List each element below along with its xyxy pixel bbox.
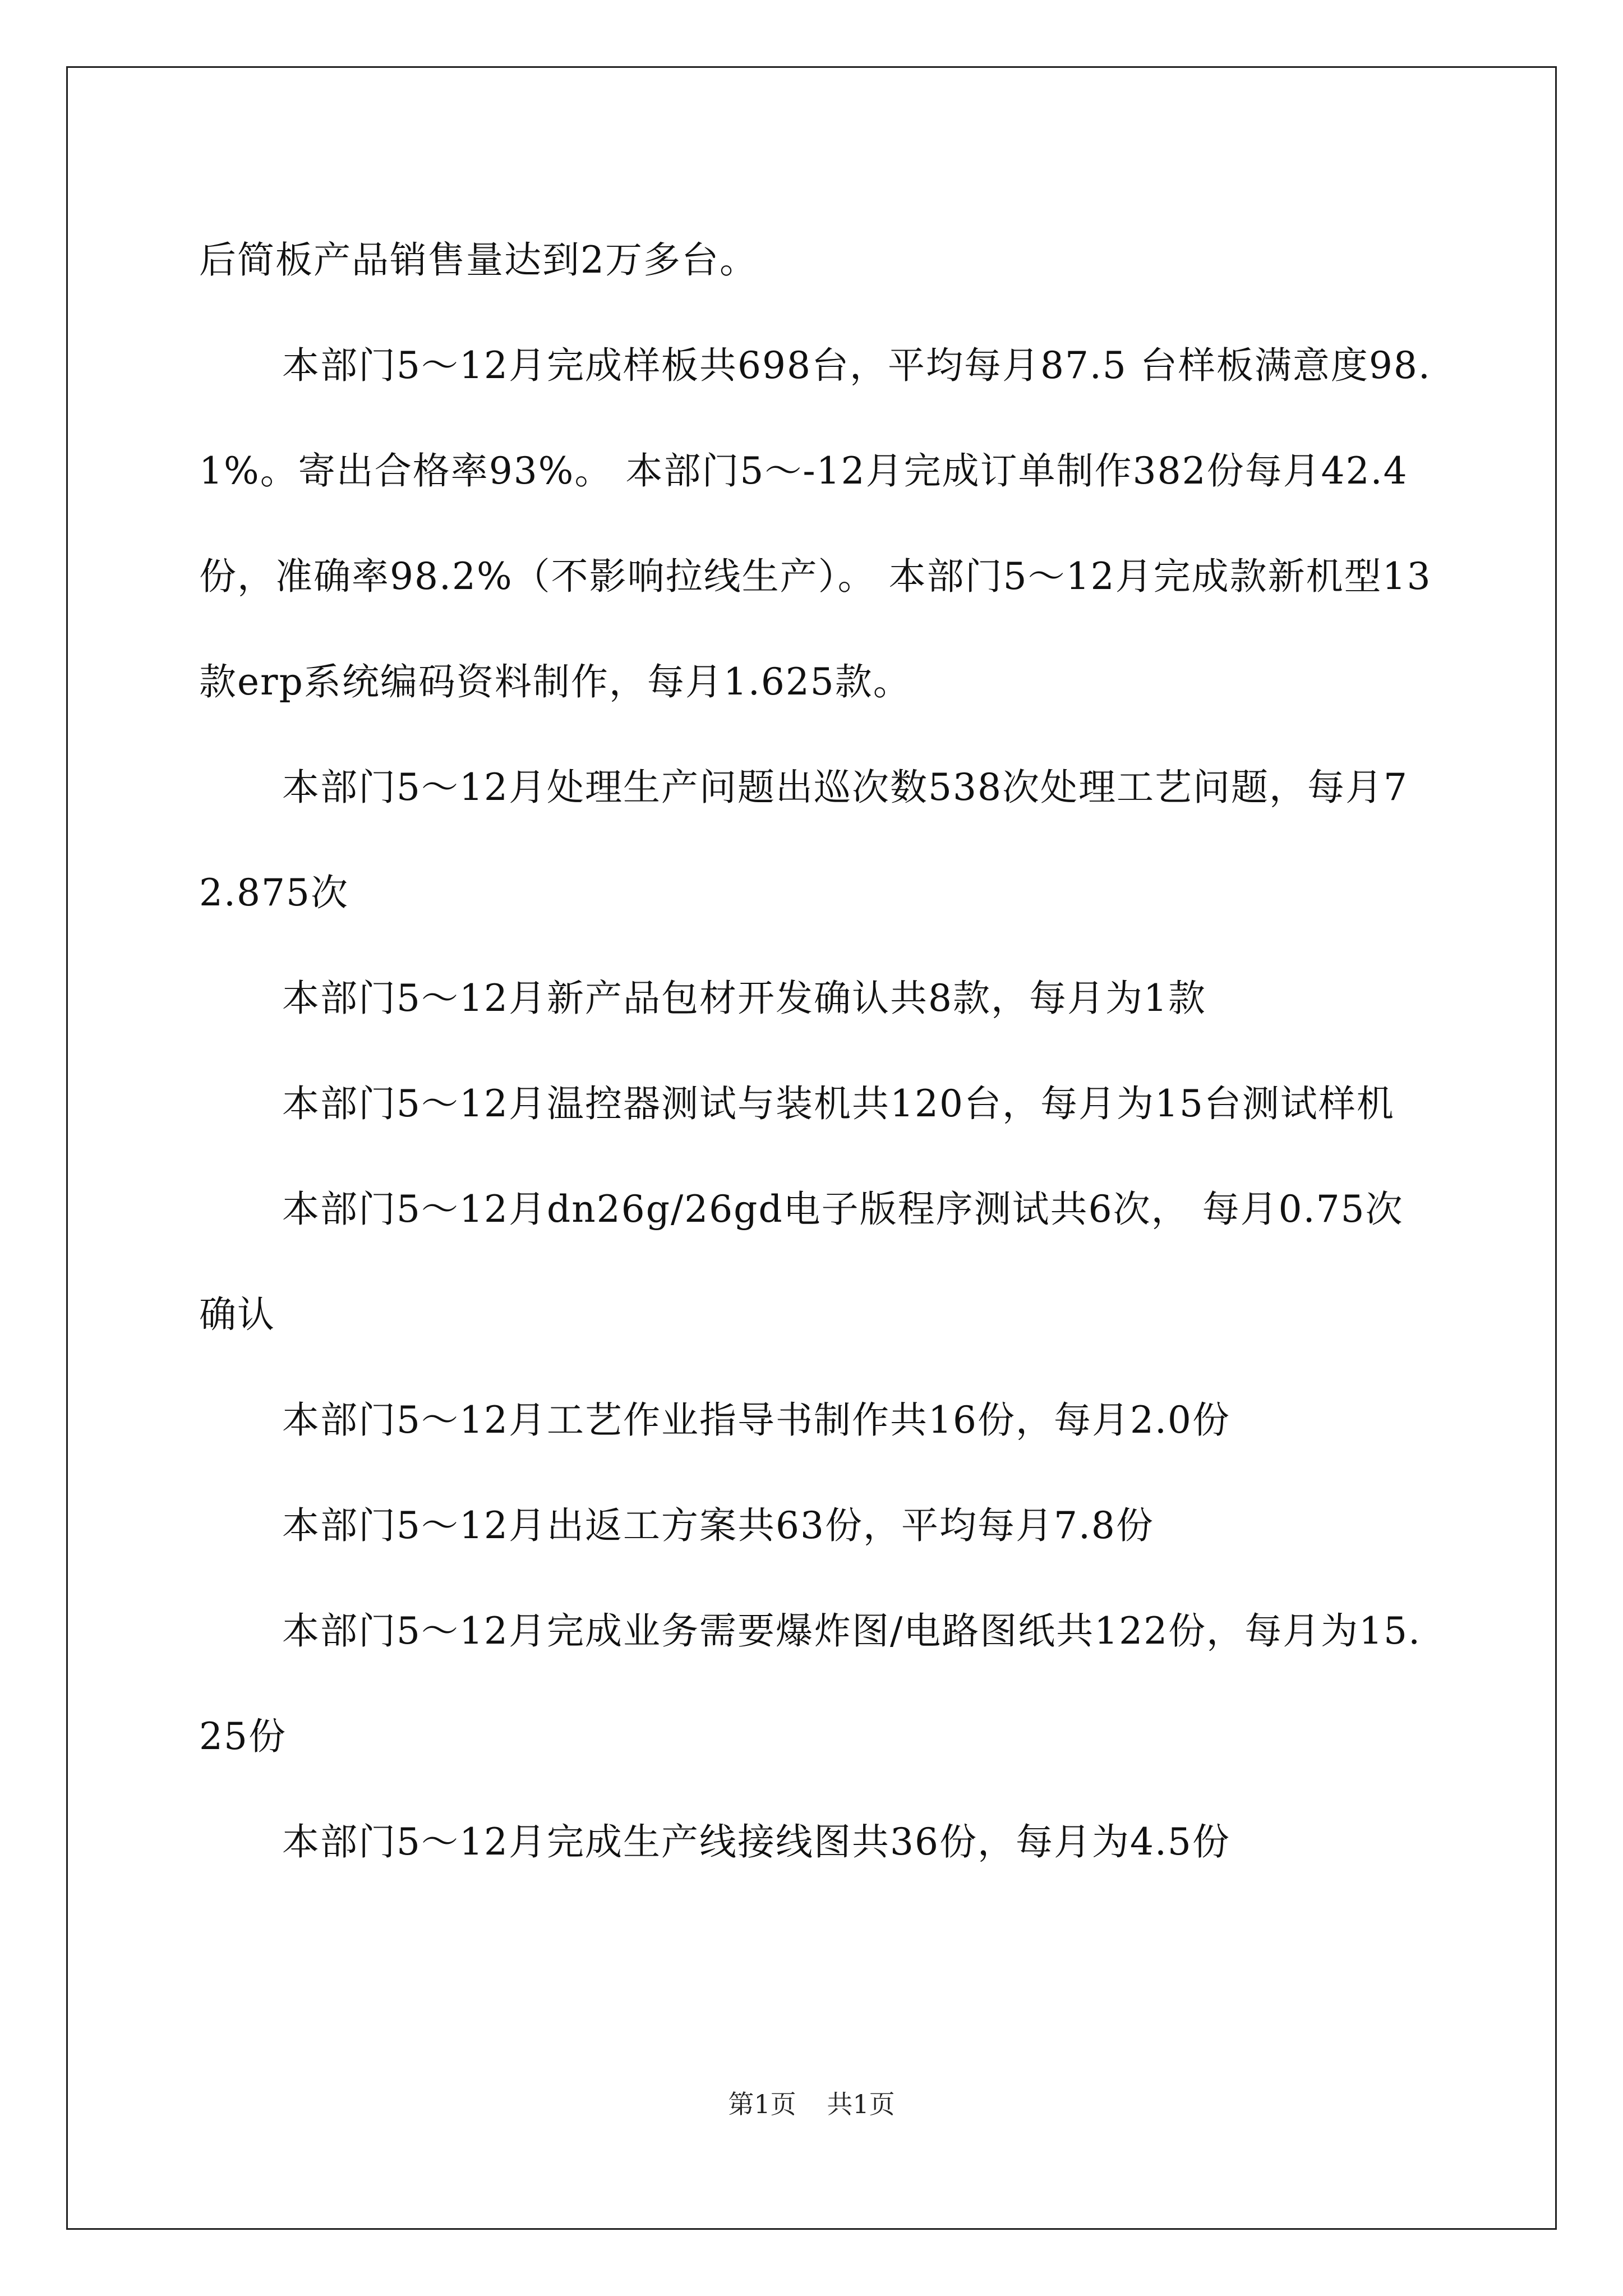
document-body	[199, 208, 1433, 1895]
paragraph-4: 本部门5～12月新产品包材开发确认共8款，每月为1款	[282, 977, 1206, 1020]
paragraph-9: 本部门5～12月完成业务需要爆炸图/电路图纸共122份，每月为15.25份	[199, 1609, 1422, 1758]
paragraph-6: 本部门5～12月dn26g/26gd电子版程序测试共6次， 每月0.75次确认	[199, 1188, 1404, 1336]
paragraph-1: 后简板产品销售量达到2万多台。	[199, 238, 758, 282]
page-number-total: 共1页	[827, 2089, 895, 2119]
page-footer	[0, 2084, 1623, 2121]
paragraph-7: 本部门5～12月工艺作业指导书制作共16份，每月2.0份	[282, 1398, 1230, 1442]
page-number-current: 第1页	[728, 2089, 796, 2119]
paragraph-10: 本部门5～12月完成生产线接线图共36份，每月为4.5份	[282, 1820, 1230, 1864]
paragraph-8: 本部门5～12月出返工方案共63份，平均每月7.8份	[282, 1504, 1154, 1547]
paragraph-5: 本部门5～12月温控器测试与装机共120台，每月为15台测试样机	[282, 1082, 1395, 1125]
paragraph-3: 本部门5～12月处理生产问题出巡次数538次处理工艺问题，每月72.875次	[199, 766, 1408, 914]
paragraph-2: 本部门5～12月完成样板共698台，平均每月87.5 台样板满意度98.1%。寄出合格率93%。 本部门5～-12月完成订单制作382份每月42.4份，准确率98.2%（不影响拉线生产）。 本部门5～12月完成款新机型13款erp系统编码资料制作，每月1.625款。	[199, 344, 1432, 703]
